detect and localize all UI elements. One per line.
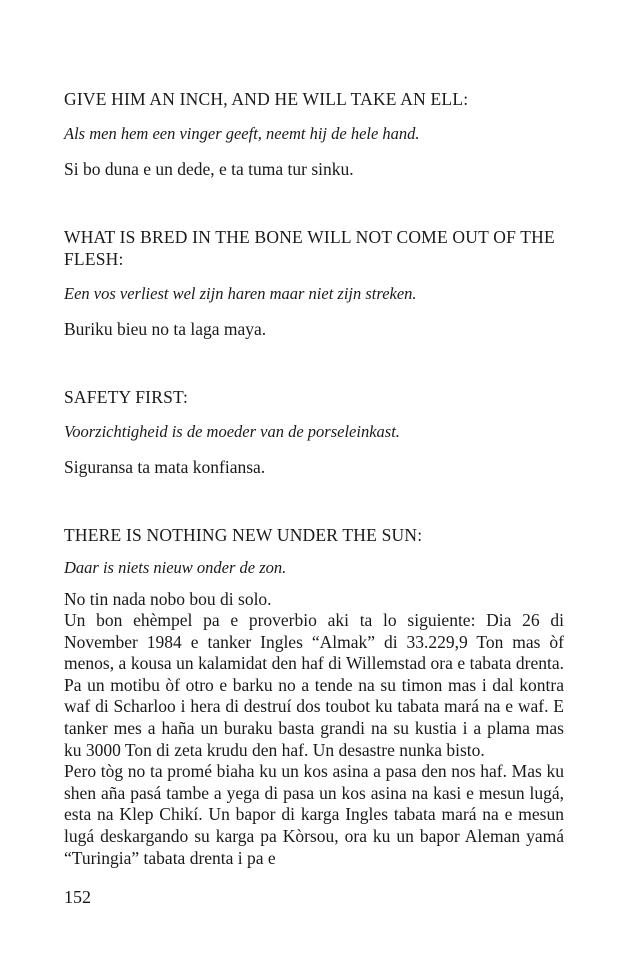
proverb-heading: THERE IS NOTHING NEW UNDER THE SUN: [64,525,423,545]
proverb-entry-3 [64,386,564,478]
papiamentu-translation: Si bo duna e un dede, e ta tuma tur sinku. [64,159,354,179]
body-paragraph-1: Un bon ehèmpel pa e proverbio aki ta lo siguiente: Dia 26 di November 1984 e tanker Ingles “Almak” di 33.229,9 Ton mas òf menos, a kousa un kalamidat den haf di Willemstad ora e tabata drenta. Pa un motibu òf otro e barku no a tende na su timon mas i dal kontra waf di Scharloo i hera di destruí dos toubot ku tabata mará na e waf. E tanker mes a haña un buraku basta grandi na su kustia i a plama mas ku 3000 Ton di zeta krudu den haf. Un desastre nunka bisto. [64,610,564,760]
papiamentu-translation: No tin nada nobo bou di solo. [64,589,272,609]
proverb-entry-4 [64,524,564,869]
papiamentu-translation: Siguransa ta mata konfiansa. [64,457,266,477]
body-paragraph-2: Pero tòg no ta promé biaha ku un kos asina a pasa den nos haf. Mas ku shen aña pasá tambe a yega di pasa un kos asina na kasi e mesun lugá, esta na Klep Chikí. Un bapor di karga Ingles tabata mará na e mesun lugá deskargando su karga pa Kòrsou, ora ku un bapor Aleman yamá “Turingia” tabata drenta i pa e [64,761,564,868]
proverb-heading: GIVE HIM AN INCH, AND HE WILL TAKE AN ELL: [64,89,469,109]
page-number: 152 [64,887,91,907]
dutch-translation: Daar is niets nieuw onder de zon. [64,558,287,577]
proverb-entry-1 [64,88,564,180]
dutch-translation: Voorzichtigheid is de moeder van de porseleinkast. [64,422,400,441]
dutch-translation: Een vos verliest wel zijn haren maar niet zijn streken. [64,284,417,303]
papiamentu-translation: Buriku bieu no ta laga maya. [64,319,267,339]
proverb-heading: WHAT IS BRED IN THE BONE WILL NOT COME OUT OF THE FLESH: [64,227,555,269]
dutch-translation: Als men hem een vinger geeft, neemt hij de hele hand. [64,124,420,143]
proverb-entry-2 [64,226,564,340]
proverb-heading: SAFETY FIRST: [64,387,189,407]
